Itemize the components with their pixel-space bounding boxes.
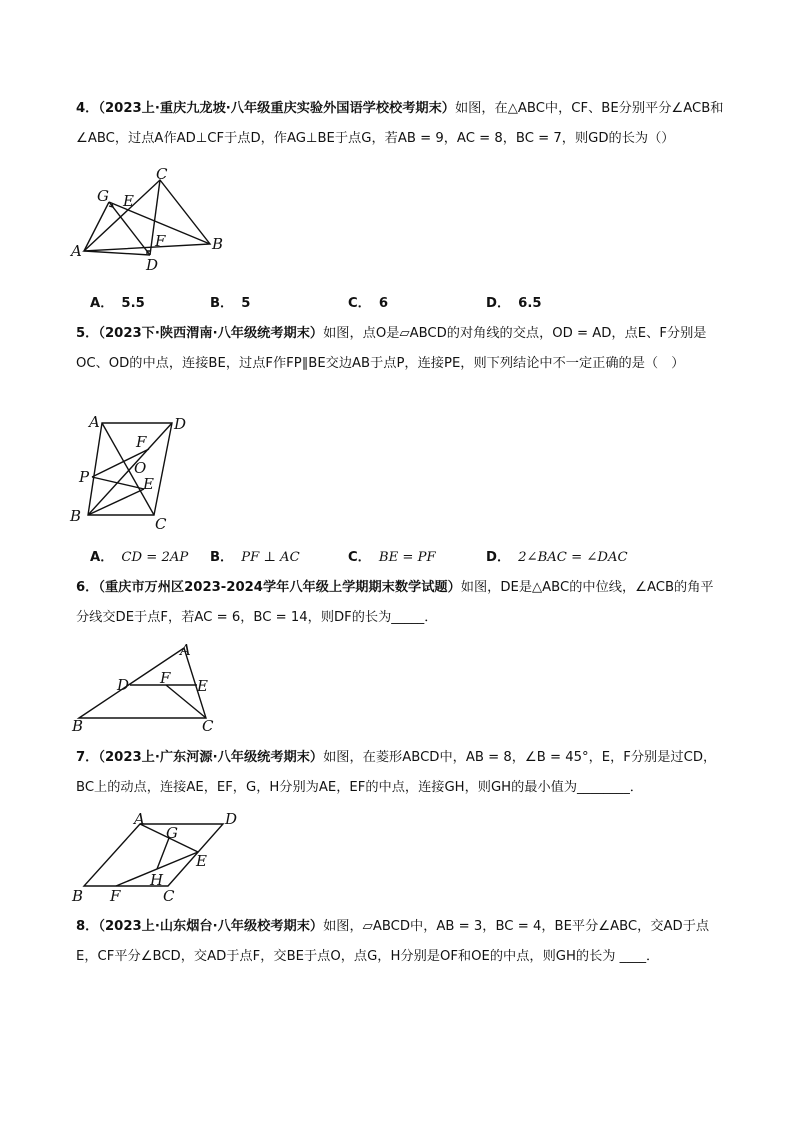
question-source: （2023上·重庆九龙坡·八年级重庆实验外国语学校校考期末） xyxy=(98,101,455,116)
question-number: 7． xyxy=(76,750,99,765)
label-h: H xyxy=(150,871,164,889)
label-b: B xyxy=(72,717,84,735)
label-e: E xyxy=(143,475,154,493)
options-q4 xyxy=(90,292,690,316)
label-c: C xyxy=(156,165,168,183)
label-g: G xyxy=(97,187,109,205)
segment-ag xyxy=(84,202,109,251)
label-a: A xyxy=(180,641,191,659)
label-c: C xyxy=(202,717,214,735)
question-source: （重庆市万州区2023-2024学年八年级上学期期末数学试题） xyxy=(98,580,461,595)
question-7 xyxy=(76,743,726,803)
question-text: 如图，DE是△ABC的中位线，∠ACB的角平分线交DE于点F，若AC = 6，BC = 14，则DF的长为_____． xyxy=(76,580,714,625)
figure-q7 xyxy=(66,805,246,905)
option-d[interactable]: D． 6.5 xyxy=(486,296,542,311)
figure-q6 xyxy=(66,640,226,735)
option-c[interactable]: C． 6 xyxy=(348,296,389,311)
option-b[interactable]: B． PF ⊥ AC xyxy=(210,550,300,565)
option-d[interactable]: D． 2∠BAC = ∠DAC xyxy=(486,550,628,565)
label-f: F xyxy=(155,232,166,250)
question-8 xyxy=(76,912,726,972)
question-number: 6． xyxy=(76,580,99,595)
option-c[interactable]: C． BE = PF xyxy=(348,550,436,565)
question-text: 如图，在△ABC中，CF、BE分别平分∠ACB和∠ABC，过点A作AD⊥CF于点D，作AG⊥BE于点G，若AB = 9，AC = 8，BC = 7，则GD的长为（） xyxy=(76,101,724,146)
option-a[interactable]: A． CD = 2AP xyxy=(90,550,189,565)
question-number: 5． xyxy=(76,326,99,341)
label-d: D xyxy=(225,810,238,828)
label-a: A xyxy=(134,810,145,828)
question-source: （2023下·陕西渭南·八年级统考期末） xyxy=(98,326,324,341)
question-text: 如图，点O是▱ABCD的对角线的交点，OD = AD，点E、F分别是OC、OD的中点，连接BE，过点F作FP∥BE交边AB于点P，连接PE，则下列结论中不一定正确的是（ ） xyxy=(76,326,707,371)
label-e: E xyxy=(123,192,134,210)
label-b: B xyxy=(212,235,224,253)
label-b: B xyxy=(70,507,82,525)
question-4 xyxy=(76,94,726,154)
question-source: （2023上·广东河源·八年级统考期末） xyxy=(98,750,324,765)
label-g: G xyxy=(166,824,178,842)
label-e: E xyxy=(196,852,207,870)
question-5 xyxy=(76,319,726,379)
figure-q4 xyxy=(60,160,240,275)
question-6 xyxy=(76,573,726,633)
label-c: C xyxy=(163,887,175,905)
question-source: （2023上·山东烟台·八年级校考期末） xyxy=(98,919,324,934)
option-a[interactable]: A． 5.5 xyxy=(90,296,145,311)
label-d: D xyxy=(146,256,159,274)
label-c: C xyxy=(155,515,167,533)
label-d: D xyxy=(174,415,187,433)
label-o: O xyxy=(134,459,147,477)
segment-be xyxy=(88,489,144,515)
label-a: A xyxy=(89,413,100,431)
label-e: E xyxy=(197,677,208,695)
label-d: D xyxy=(117,676,130,694)
label-f: F xyxy=(160,669,171,687)
options-q5 xyxy=(90,546,690,570)
label-f: F xyxy=(110,887,121,905)
label-f: F xyxy=(136,433,147,451)
option-b[interactable]: B． 5 xyxy=(210,296,251,311)
label-p: P xyxy=(79,468,90,486)
label-b: B xyxy=(72,887,84,905)
question-text: 如图，▱ABCD中，AB = 3，BC = 4，BE平分∠ABC，交AD于点E，CF平分∠BCD，交AD于点F，交BE于点O，点G，H分别是OF和OE的中点，则GH的长为 ____． xyxy=(76,919,710,964)
question-number: 8． xyxy=(76,919,99,934)
question-number: 4． xyxy=(76,101,99,116)
label-a: A xyxy=(71,242,82,260)
question-text: 如图，在菱形ABCD中，AB = 8，∠B = 45°，E，F分别是过CD，BC上的动点，连接AE，EF，G，H分别为AE，EF的中点，连接GH，则GH的最小值为________． xyxy=(76,750,717,795)
figure-q5 xyxy=(64,405,204,535)
segment-ad xyxy=(84,251,150,255)
